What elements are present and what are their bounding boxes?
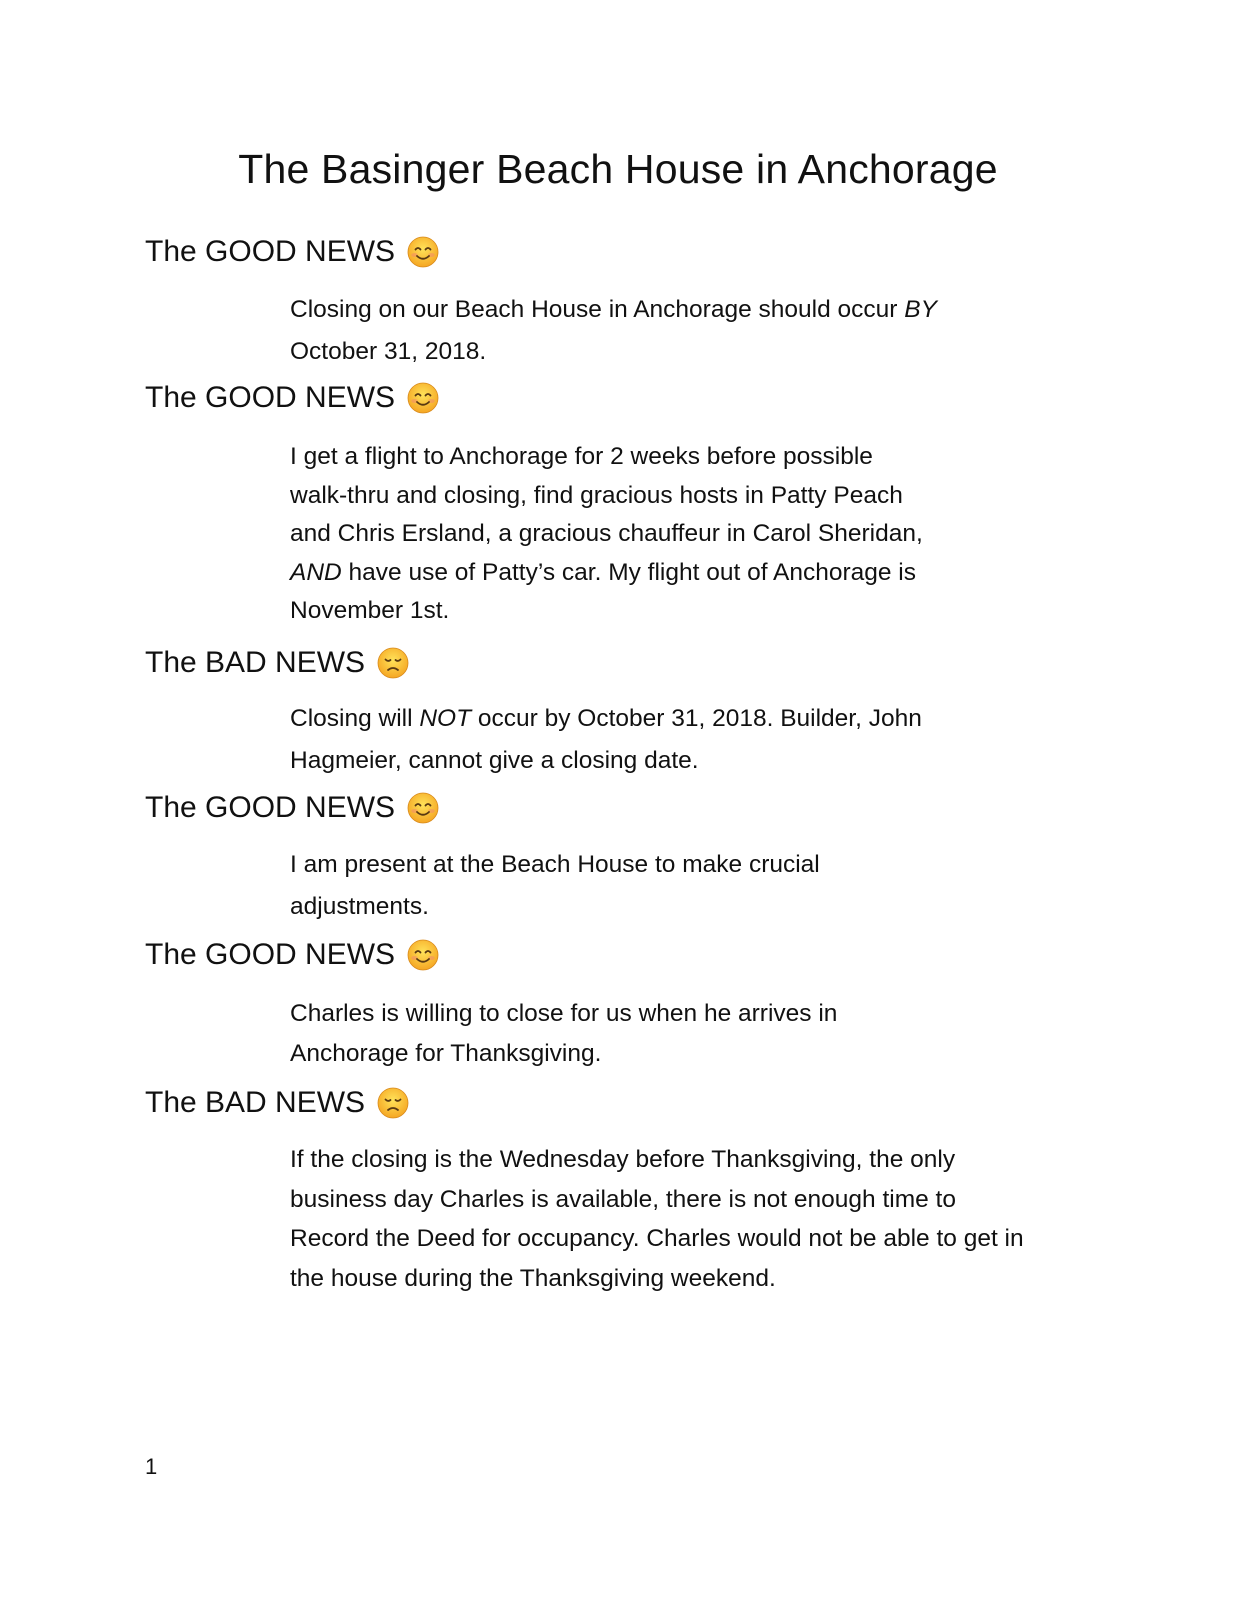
paragraph-line: AND have use of Patty’s car. My flight out of Anchorage is [290, 558, 916, 586]
page-number: 1 [145, 1454, 158, 1479]
paragraph-line: November 1st. [290, 597, 450, 624]
section-heading [145, 1083, 409, 1123]
section-paragraph [290, 1140, 1024, 1298]
paragraph-line: Closing on our Beach House in Anchorage should occur BY [290, 296, 937, 323]
smiling-face-icon [407, 236, 439, 268]
disappointed-face-icon [377, 1087, 409, 1119]
paragraph-line: Closing will NOT occur by October 31, 2018. Builder, John [290, 705, 922, 732]
paragraph-line: adjustments. [290, 893, 429, 920]
section-heading [145, 232, 439, 272]
section-paragraph [290, 438, 923, 631]
smiling-face-icon [407, 792, 439, 824]
paragraph-line: business day Charles is available, there is not enough time to [290, 1185, 956, 1213]
section-paragraph [290, 698, 922, 782]
section-heading [145, 935, 439, 975]
smiling-face-icon [407, 382, 439, 414]
smiling-face-icon [407, 939, 439, 971]
section-heading [145, 378, 439, 418]
section-heading-text: The GOOD NEWS [145, 235, 396, 268]
paragraph-line: Charles is willing to close for us when he arrives in [290, 1000, 838, 1027]
paragraph-line: Anchorage for Thanksgiving. [290, 1039, 602, 1067]
paragraph-line: walk-thru and closing, find gracious hosts in Patty Peach [290, 481, 903, 509]
disappointed-face-icon [377, 647, 409, 679]
section-heading [145, 643, 409, 683]
section-heading-text: The BAD NEWS [145, 1086, 366, 1119]
section-heading-text: The GOOD NEWS [145, 381, 396, 414]
section-heading [145, 788, 439, 828]
section-paragraph [290, 994, 837, 1073]
section-heading-text: The GOOD NEWS [145, 938, 396, 971]
paragraph-line: and Chris Ersland, a gracious chauffeur in Carol Sheridan, [290, 520, 923, 547]
section-heading-text: The BAD NEWS [145, 646, 366, 679]
section-paragraph [290, 844, 820, 928]
paragraph-line: Record the Deed for occupancy. Charles would not be able to get in [290, 1225, 1024, 1252]
page-title: The Basinger Beach House in Anchorage [238, 146, 998, 192]
section-heading-text: The GOOD NEWS [145, 791, 396, 824]
paragraph-line: I get a flight to Anchorage for 2 weeks before possible [290, 443, 873, 470]
paragraph-line: the house during the Thanksgiving weekend. [290, 1264, 776, 1292]
paragraph-line: Hagmeier, cannot give a closing date. [290, 747, 699, 774]
paragraph-line: October 31, 2018. [290, 338, 487, 365]
paragraph-line: I am present at the Beach House to make crucial [290, 851, 820, 878]
section-paragraph [290, 289, 937, 373]
paragraph-line: If the closing is the Wednesday before Thanksgiving, the only [290, 1146, 956, 1173]
